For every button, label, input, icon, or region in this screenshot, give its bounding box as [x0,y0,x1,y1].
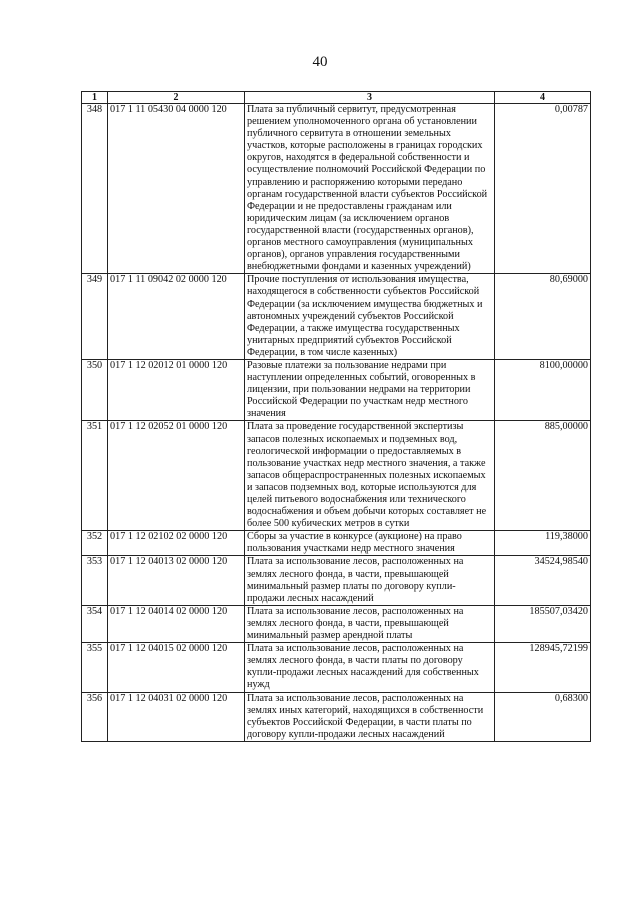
revenue-description: Плата за использование лесов, расположенных на землях лесного фонда, в части, превышающей минимальный размер платы по договору купли-продажи лесных насаждений [245,556,495,605]
revenue-description: Плата за использование лесов, расположенных на землях лесного фонда, в части платы по договору купли-продажи лесных насаждений для собственных нужд [245,643,495,692]
revenue-description: Плата за использование лесов, расположенных на землях иных категорий, находящихся в собственности субъектов Российской Федерации, в части платы по договору купли-продажи лесных насаждений [245,692,495,741]
budget-code: 017 1 12 02102 02 0000 120 [108,531,245,556]
row-number: 355 [82,643,108,692]
table-row [82,605,591,642]
revenue-description: Плата за использование лесов, расположенных на землях лесного фонда, в части, превышающей минимальный размер арендной платы [245,605,495,642]
revenue-description: Плата за проведение государственной экспертизы запасов полезных ископаемых и подземных вод, геологической информации о предоставляемых в пользование участках недр местного значения, а также запасов общераспространенных полезных ископаемых и запасов подземных вод, которые используются для целей питьевого водоснабжения или технического водоснабжения и объем добычи которых составляет не более 500 кубических метров в сутки [245,421,495,531]
budget-code: 017 1 12 02012 01 0000 120 [108,359,245,420]
row-number: 352 [82,531,108,556]
revenue-amount: 80,69000 [495,274,591,360]
table-row [82,692,591,741]
row-number: 356 [82,692,108,741]
table-row [82,531,591,556]
revenue-amount: 128945,72199 [495,643,591,692]
row-number: 354 [82,605,108,642]
table-row [82,643,591,692]
column-header-1: 1 [82,92,108,104]
revenue-amount: 0,68300 [495,692,591,741]
budget-code: 017 1 12 04015 02 0000 120 [108,643,245,692]
row-number: 353 [82,556,108,605]
row-number: 349 [82,274,108,360]
revenue-table [81,91,591,742]
row-number: 348 [82,104,108,274]
table-header-row [82,92,591,104]
revenue-description: Сборы за участие в конкурсе (аукционе) на право пользования участками недр местного значения [245,531,495,556]
page-number: 40 [312,54,328,70]
row-number: 350 [82,359,108,420]
revenue-amount: 34524,98540 [495,556,591,605]
revenue-amount: 0,00787 [495,104,591,274]
table-row [82,359,591,420]
revenue-amount: 8100,00000 [495,359,591,420]
table-row [82,104,591,274]
column-header-4: 4 [495,92,591,104]
table-row [82,556,591,605]
budget-code: 017 1 11 09042 02 0000 120 [108,274,245,360]
column-header-3: 3 [245,92,495,104]
budget-code: 017 1 12 04031 02 0000 120 [108,692,245,741]
revenue-description: Разовые платежи за пользование недрами при наступлении определенных событий, оговоренных в лицензии, при пользовании недрами на территории Российской Федерации по участкам недр местного значения [245,359,495,420]
budget-code: 017 1 12 02052 01 0000 120 [108,421,245,531]
revenue-description: Прочие поступления от использования имущества, находящегося в собственности субъектов Российской Федерации (за исключением имущества бюджетных и автономных учреждений субъектов Российской Федерации, а также имущества государственных унитарных предприятий субъектов Российской Федерации, в том числе казенных) [245,274,495,360]
table-row [82,421,591,531]
revenue-amount: 885,00000 [495,421,591,531]
table-row [82,274,591,360]
revenue-amount: 185507,03420 [495,605,591,642]
row-number: 351 [82,421,108,531]
revenue-amount: 119,38000 [495,531,591,556]
revenue-description: Плата за публичный сервитут, предусмотренная решением уполномоченного органа об установлении публичного сервитута в отношении земельных участков, которые расположены в границах городских округов, находятся в федеральной собственности и осуществление полномочий Российской Федерации по управлению и распоряжению которыми передано органам государственной власти субъектов Российской Федерации и не предоставлены гражданам или юридическим лицам (за исключением органов государственной власти (государственных органов), органов местного самоуправления (муниципальных органов), органов управления государственными внебюджетными фондами и казенных учреждений) [245,104,495,274]
budget-code: 017 1 12 04013 02 0000 120 [108,556,245,605]
budget-code: 017 1 12 04014 02 0000 120 [108,605,245,642]
budget-code: 017 1 11 05430 04 0000 120 [108,104,245,274]
column-header-2: 2 [108,92,245,104]
